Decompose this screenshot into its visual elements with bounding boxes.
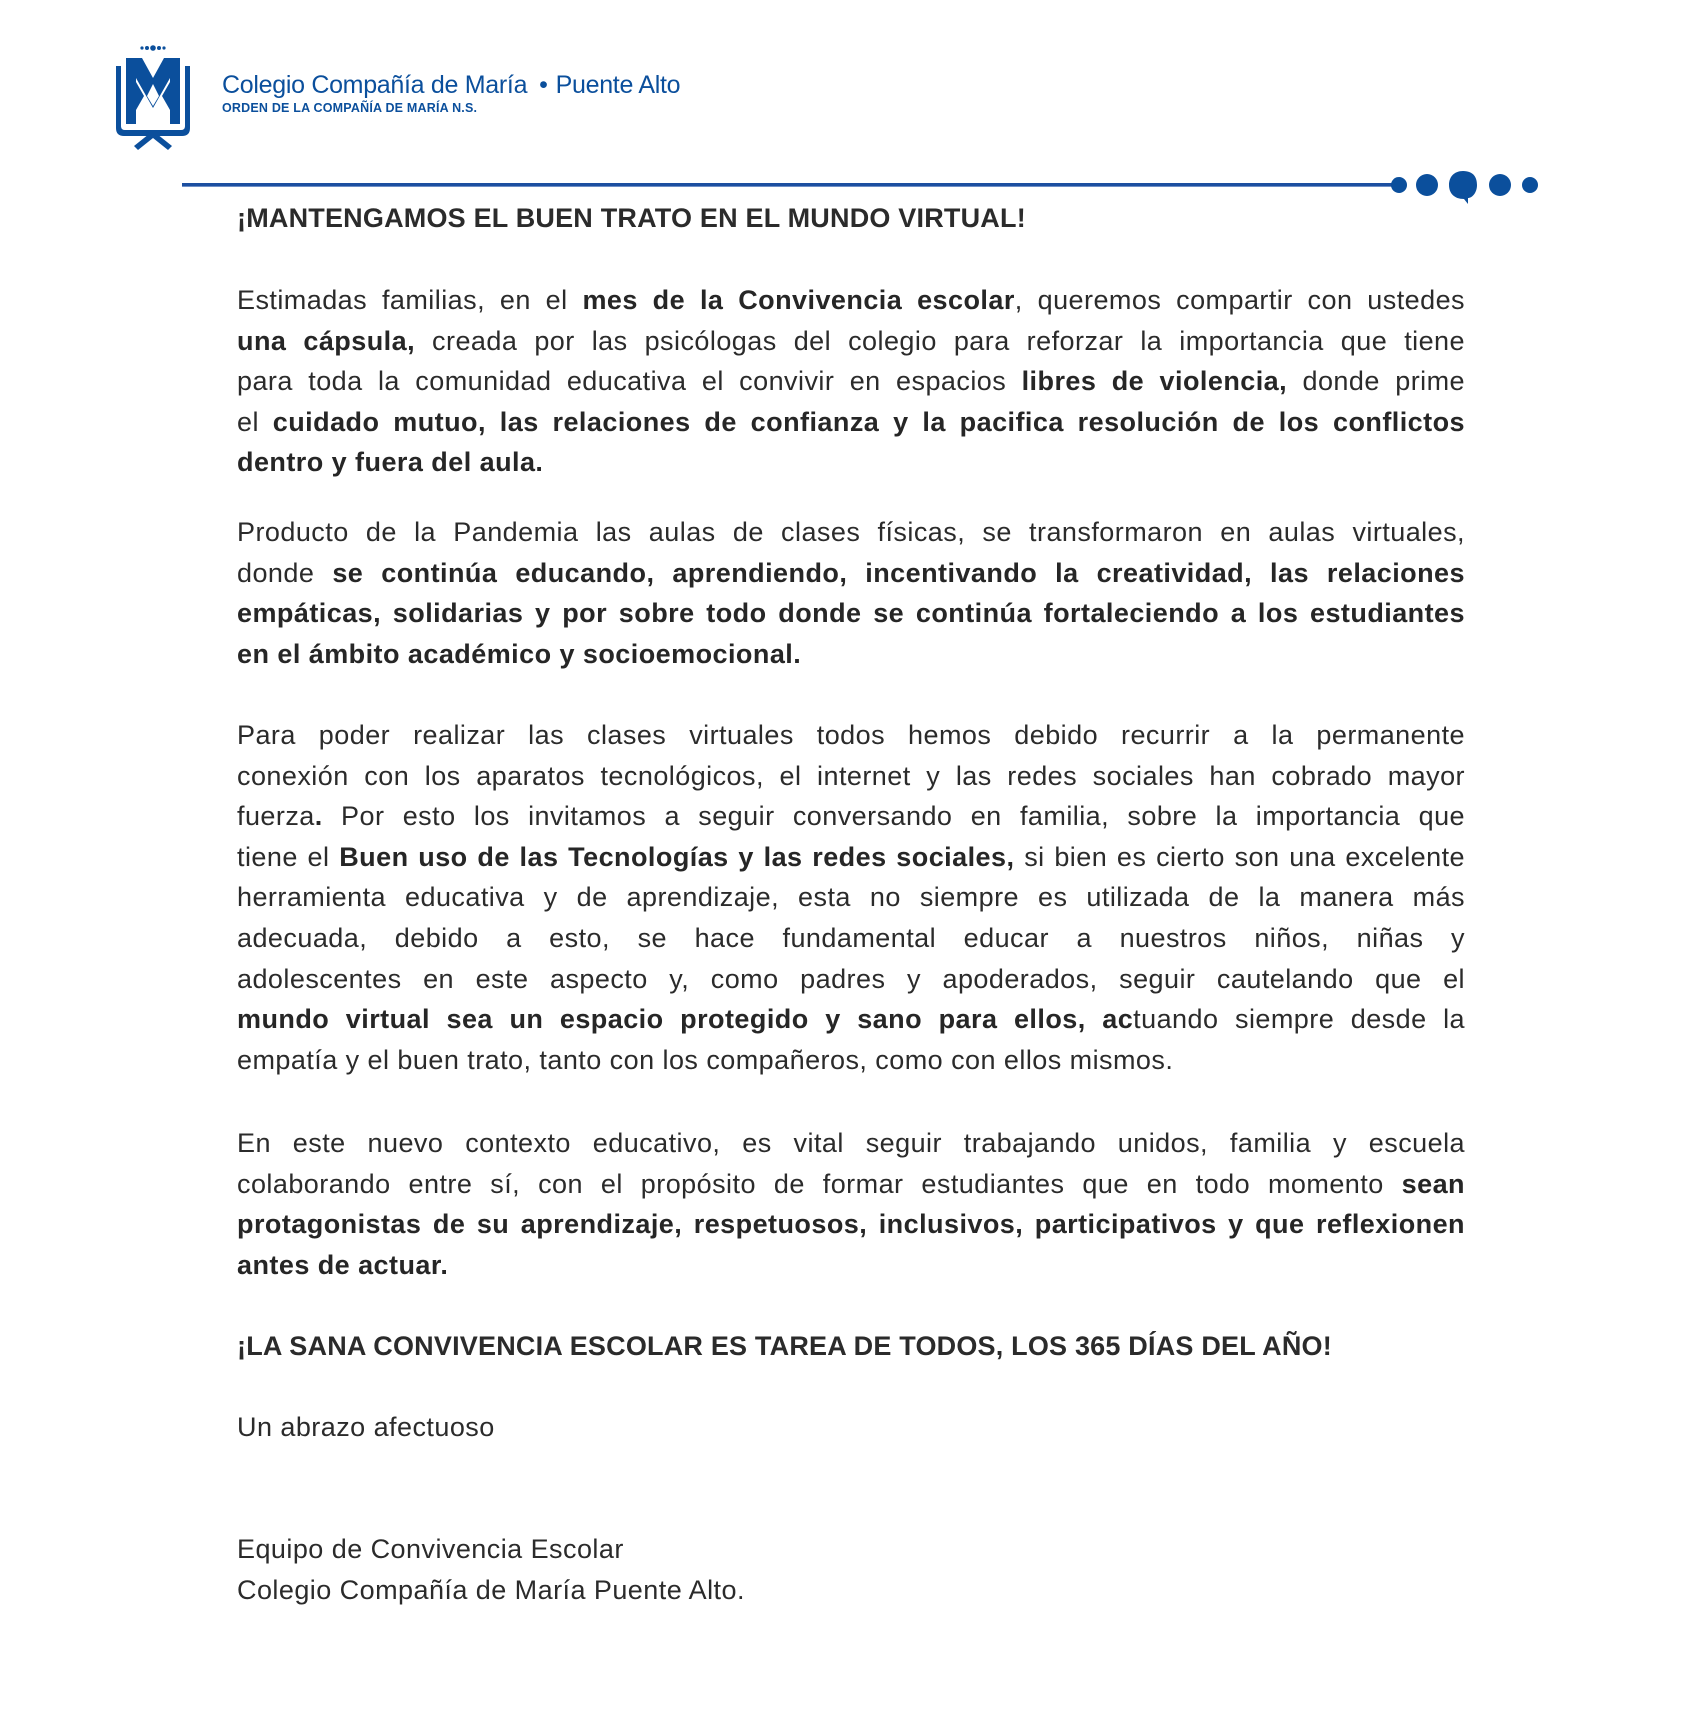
paragraph-2-line xyxy=(237,556,1465,590)
text: colaborando entre sí, con el propósito de formar estudiantes que en todo momento xyxy=(237,1168,1402,1199)
paragraph-4-line xyxy=(237,1207,1465,1241)
paragraph-3-line xyxy=(237,840,1465,874)
text: donde prime xyxy=(1287,366,1465,397)
text: , queremos compartir con ustedes xyxy=(1014,285,1465,315)
text: tiene el xyxy=(237,841,340,872)
letter-title: ¡MANTENGAMOS EL BUEN TRATO EN EL MUNDO VIRTUAL! xyxy=(237,203,1026,233)
text: herramienta educativa y de aprendizaje, esta no siempre es utilizada de la manera más xyxy=(237,882,1465,913)
bold-text: en el ámbito académico y socioemocional. xyxy=(237,638,802,669)
bullet-separator: • xyxy=(539,71,548,99)
school-name: Colegio Compañía de María xyxy=(222,71,528,99)
paragraph-1-line xyxy=(237,405,1465,439)
farewell: Un abrazo afectuoso xyxy=(237,1412,495,1442)
text: donde xyxy=(237,557,333,588)
paragraph-2-line xyxy=(237,596,1465,630)
bold-text: una cápsula, xyxy=(237,325,416,356)
text: fuerza xyxy=(237,801,315,832)
paragraph-2-line xyxy=(237,515,1465,549)
text: adecuada, debido a esto, se hace fundamental educar a nuestros niños, niñas y xyxy=(237,923,1465,953)
paragraph-3-line xyxy=(237,880,1465,914)
text: En este nuevo contexto educativo, es vital seguir trabajando unidos, familia y escuela xyxy=(237,1128,1465,1158)
paragraph-1-line xyxy=(237,445,1465,479)
bold-text: libres de violencia, xyxy=(1021,366,1288,397)
paragraph-2-line xyxy=(237,637,1465,671)
text: creada por las psicólogas del colegio para reforzar la importancia que tiene xyxy=(415,325,1465,356)
text: tuando siempre desde la xyxy=(1133,1004,1466,1035)
text: Para poder realizar las clases virtuales todos hemos debido recurrir a la permanente xyxy=(237,720,1465,750)
text: Por esto los invitamos a seguir conversando en familia, sobre la importancia que xyxy=(322,801,1465,832)
text: si bien es cierto son una excelente xyxy=(1014,841,1465,872)
bold-text: mes de la Convivencia escolar xyxy=(582,285,1015,315)
bold-text: protagonistas de su aprendizaje, respetuosos, inclusivos, participativos y que reflexionen xyxy=(237,1209,1465,1240)
text: el xyxy=(237,406,273,437)
paragraph-3-line xyxy=(237,921,1465,955)
bold-text: se continúa educando, aprendiendo, incentivando la creatividad, las relaciones xyxy=(332,557,1465,588)
paragraph-3-line xyxy=(237,1002,1465,1036)
bold-text: Buen uso de las Tecnologías y las redes sociales, xyxy=(339,841,1015,872)
paragraph-3-line xyxy=(237,1043,1465,1077)
text: Producto de la Pandemia las aulas de clases físicas, se transformaron en aulas virtuales, xyxy=(237,517,1465,547)
paragraph-4-line xyxy=(237,1126,1465,1160)
paragraph-1-line xyxy=(237,324,1465,358)
school-crest-icon xyxy=(112,44,208,152)
bold-text: cuidado mutuo, las relaciones de confianza y la pacifica resolución de los conflictos xyxy=(272,406,1465,437)
signature-team: Equipo de Convivencia Escolar xyxy=(237,1534,624,1564)
paragraph-4-line xyxy=(237,1248,1465,1282)
bold-text: dentro y fuera del aula. xyxy=(237,447,544,478)
closing-motto: ¡LA SANA CONVIVENCIA ESCOLAR ES TAREA DE TODOS, LOS 365 DÍAS DEL AÑO! xyxy=(237,1331,1332,1361)
bold-text: antes de actuar. xyxy=(237,1249,449,1280)
paragraph-4-line xyxy=(237,1167,1465,1201)
paragraph-1-line xyxy=(237,364,1465,398)
text: adolescentes en este aspecto y, como padres y apoderados, seguir cautelando que el xyxy=(237,963,1465,994)
text: para toda la comunidad educativa el convivir en espacios xyxy=(237,366,1022,397)
school-name-line xyxy=(222,70,680,100)
header-divider xyxy=(182,183,1396,187)
campus-name: Puente Alto xyxy=(555,71,681,99)
paragraph-3-line xyxy=(237,718,1465,752)
paragraph-3-line xyxy=(237,962,1465,996)
text: conexión con los aparatos tecnológicos, el internet y las redes sociales han cobrado mayor xyxy=(237,760,1465,791)
bold-text: sean xyxy=(1401,1168,1465,1199)
paragraph-1-line xyxy=(237,283,1465,317)
text: empatía y el buen trato, tanto con los compañeros, como con ellos mismos. xyxy=(237,1044,1174,1075)
paragraph-3-line xyxy=(237,759,1465,793)
text: Estimadas familias, en el xyxy=(237,285,583,315)
bold-text: . xyxy=(314,801,323,832)
signature-school: Colegio Compañía de María Puente Alto. xyxy=(237,1575,745,1605)
order-name: ORDEN DE LA COMPAÑÍA DE MARÍA N.S. xyxy=(222,101,478,115)
paragraph-3-line xyxy=(237,799,1465,833)
bold-text: mundo virtual sea un espacio protegido y sano para ellos, ac xyxy=(237,1004,1134,1035)
bold-text: empáticas, solidarias y por sobre todo donde se continúa fortaleciendo a los estudiantes xyxy=(237,598,1465,629)
school-logotype xyxy=(222,70,680,116)
